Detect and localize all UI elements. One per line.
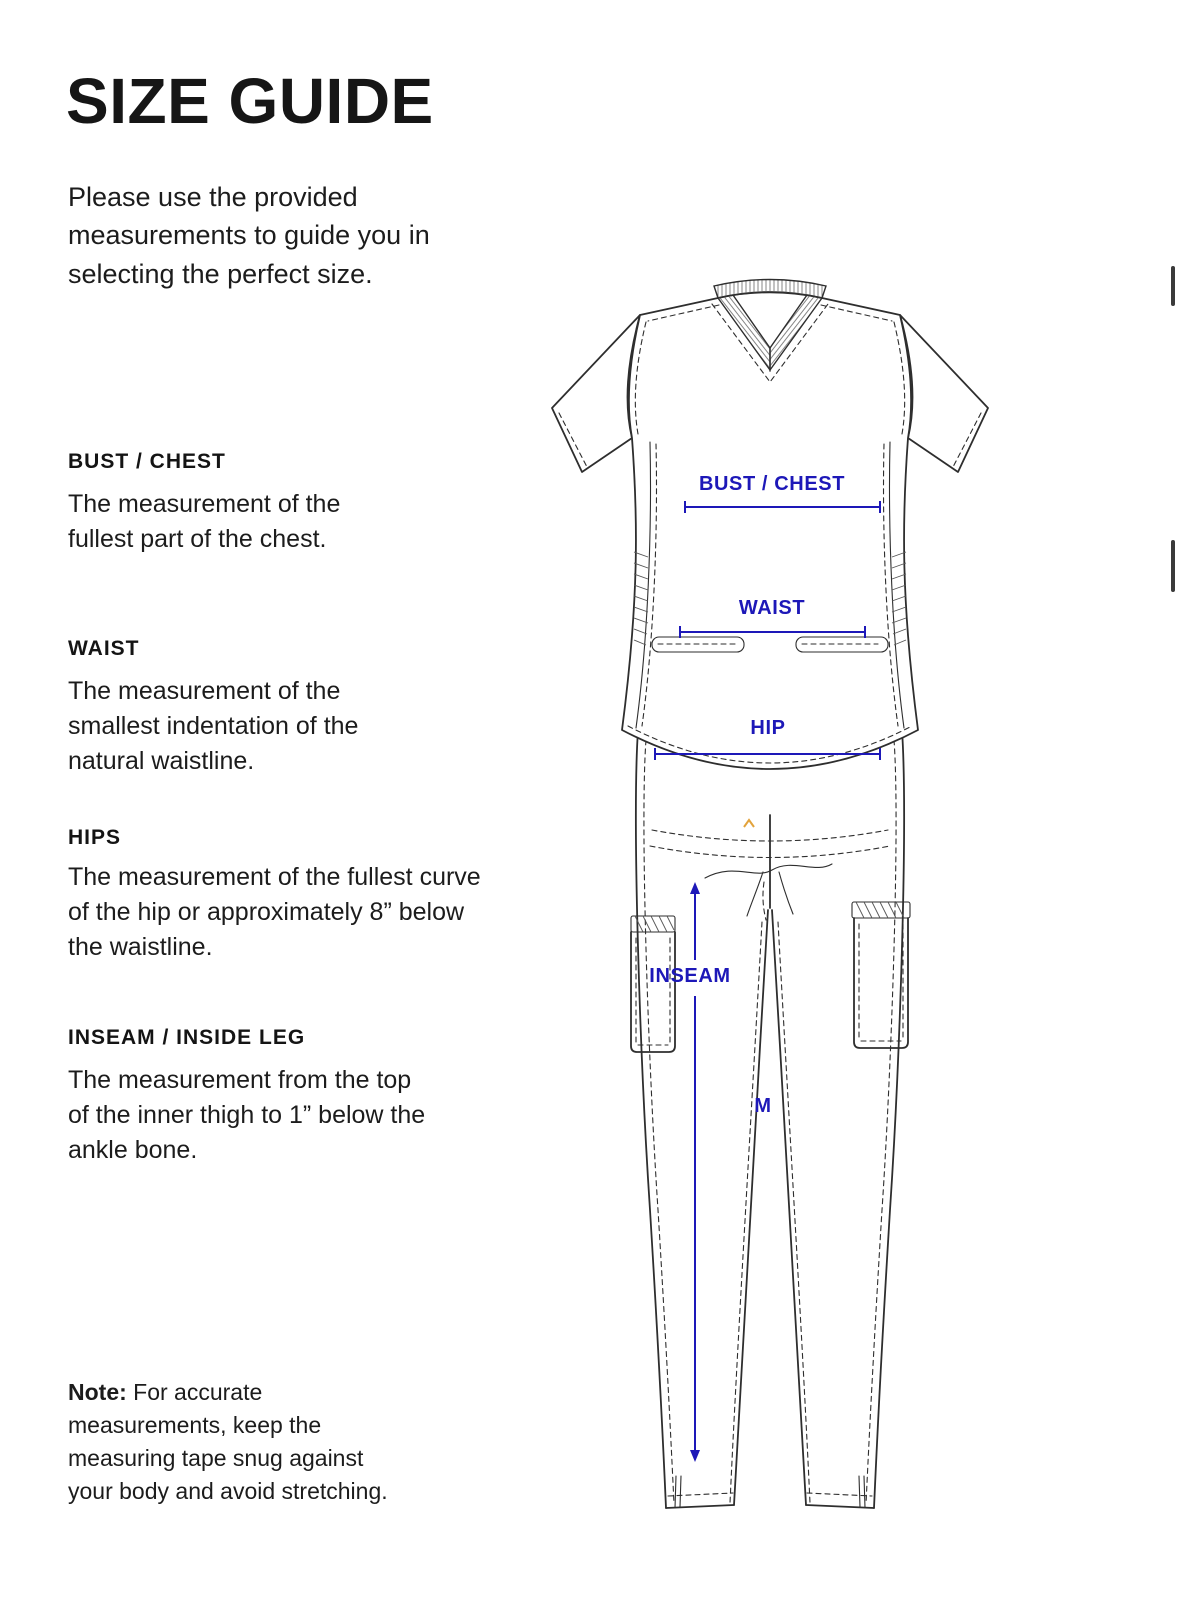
- scrub-pants-illustration: [631, 730, 910, 1508]
- note-text: For accurate measurements, keep the measuring tape snug against your body and avoid stretching.: [68, 1379, 388, 1505]
- section-body-hips: The measurement of the fullest curve of the hip or approximately 8” below the waistline.: [68, 863, 481, 961]
- edge-mark-top: [1171, 266, 1175, 306]
- edge-mark-bottom: [1171, 540, 1175, 592]
- section-heading-inseam: INSEAM / INSIDE LEG: [68, 1026, 306, 1049]
- hip-measure-label: HIP: [750, 717, 786, 739]
- note-label: Note:: [68, 1379, 127, 1405]
- brand-stitch-mark: [744, 820, 754, 827]
- inseam-measure-label: INSEAM: [649, 965, 731, 987]
- section-body-waist: The measurement of the smallest indentation of the natural waistline.: [68, 677, 359, 775]
- section-heading-bust-chest: BUST / CHEST: [68, 450, 226, 473]
- section-body-inseam: The measurement from the top of the inner thigh to 1” below the ankle bone.: [68, 1066, 426, 1164]
- intro-text: Please use the provided measurements to guide you in selecting the perfect size.: [68, 182, 430, 289]
- measurement-note: [68, 1376, 403, 1508]
- garment-measurement-diagram: [500, 260, 1040, 1550]
- garment-sketch-svg: [500, 260, 1040, 1550]
- section-heading-hips: HIPS: [68, 826, 122, 849]
- section-body-bust-chest: The measurement of the fullest part of the chest.: [68, 490, 341, 553]
- size-tag-label: M: [754, 1095, 772, 1117]
- bust-chest-measure-label: BUST / CHEST: [698, 473, 846, 495]
- section-heading-waist: WAIST: [68, 637, 140, 660]
- scrub-top-illustration: [552, 280, 988, 770]
- waist-measure-label: WAIST: [738, 597, 806, 619]
- page-title: SIZE GUIDE: [66, 65, 434, 137]
